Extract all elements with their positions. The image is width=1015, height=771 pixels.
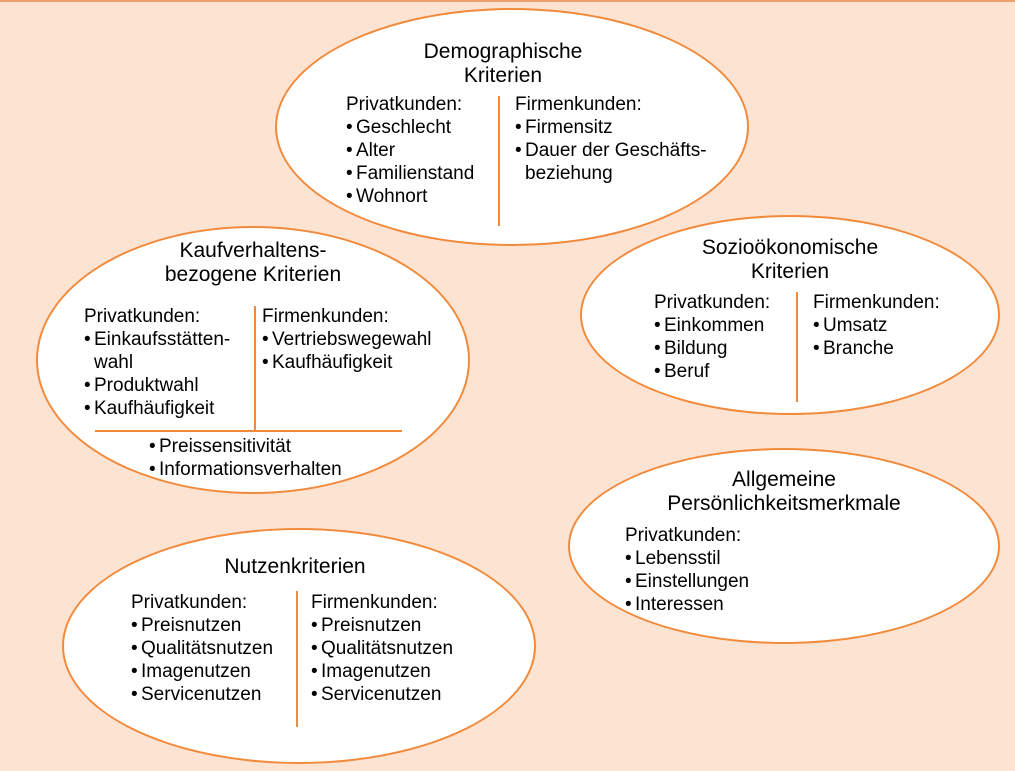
title-demographic <box>383 40 623 88</box>
private-column <box>84 305 230 420</box>
divider-vertical <box>498 96 500 226</box>
list-item: • Produktwahl <box>84 374 230 397</box>
list-item: • Dauer der Geschäfts- <box>515 139 707 162</box>
list-item: • Preissensitivität <box>149 435 342 458</box>
list-item: • Qualitätsnutzen <box>131 637 273 660</box>
title-line: Kaufverhaltens- <box>179 239 327 262</box>
list-item: • Servicenutzen <box>311 683 453 706</box>
list-item: • Imagenutzen <box>311 660 453 683</box>
list-item: • Qualitätsnutzen <box>311 637 453 660</box>
list-item: • Umsatz <box>813 314 940 337</box>
list-item: • Informationsverhalten <box>149 458 342 481</box>
title-line: Kriterien <box>463 64 543 87</box>
list-item-continuation: wahl <box>94 352 134 373</box>
business-heading: Firmenkunden: <box>813 292 940 313</box>
business-column <box>515 93 707 185</box>
business-heading: Firmenkunden: <box>311 592 438 613</box>
list-item: • Lebensstil <box>625 547 749 570</box>
private-heading: Privatkunden: <box>654 292 771 313</box>
list-item: • Wohnort <box>346 185 474 208</box>
private-heading: Privatkunden: <box>131 592 248 613</box>
list-item: • Einkaufsstätten- <box>84 328 230 351</box>
list-item-continuation: beziehung <box>525 163 613 184</box>
title-line: Demographische <box>423 40 583 63</box>
title-socio <box>670 236 910 284</box>
list-item: • Kaufhäufigkeit <box>262 351 431 374</box>
divider-vertical <box>296 591 298 727</box>
title-line: Nutzenkriterien <box>224 555 366 578</box>
list-item: • Familienstand <box>346 162 474 185</box>
business-column <box>262 305 431 374</box>
business-heading: Firmenkunden: <box>515 94 642 115</box>
divider-vertical <box>796 292 798 402</box>
business-column <box>311 591 453 706</box>
title-line: Persönlichkeitsmerkmale <box>667 492 901 515</box>
list-item: • Bildung <box>654 337 770 360</box>
top-border <box>0 0 1015 2</box>
list-item: • Einkommen <box>654 314 770 337</box>
list-item: • Preisnutzen <box>311 614 453 637</box>
list-item: • Geschlecht <box>346 116 474 139</box>
title-purchase <box>133 239 373 287</box>
title-benefit <box>175 555 415 579</box>
list-item: • Alter <box>346 139 474 162</box>
private-column <box>346 93 474 208</box>
list-item: • Kaufhäufigkeit <box>84 397 230 420</box>
business-column <box>813 291 940 360</box>
list-item: • Vertriebswegewahl <box>262 328 431 351</box>
private-heading: Privatkunden: <box>84 306 201 327</box>
list-item: • Einstellungen <box>625 570 749 593</box>
list-item: • Firmensitz <box>515 116 707 139</box>
divider-horizontal <box>95 430 402 432</box>
list-item: • Interessen <box>625 593 749 616</box>
private-heading: Privatkunden: <box>346 94 463 115</box>
list-item: • Beruf <box>654 360 770 383</box>
shared-column <box>149 435 342 481</box>
list-item: • Branche <box>813 337 940 360</box>
divider-vertical <box>254 306 256 430</box>
business-heading: Firmenkunden: <box>262 306 389 327</box>
private-column <box>131 591 273 706</box>
title-line: bezogene Kriterien <box>164 263 342 286</box>
private-heading: Privatkunden: <box>625 525 742 546</box>
title-line: Allgemeine <box>732 468 836 491</box>
private-column <box>625 524 749 616</box>
title-line: Kriterien <box>750 260 830 283</box>
title-line: Sozioökonomische <box>701 236 879 259</box>
list-item: • Imagenutzen <box>131 660 273 683</box>
list-item: • Servicenutzen <box>131 683 273 706</box>
list-item: • Preisnutzen <box>131 614 273 637</box>
private-column <box>654 291 770 383</box>
title-personality <box>634 468 934 516</box>
